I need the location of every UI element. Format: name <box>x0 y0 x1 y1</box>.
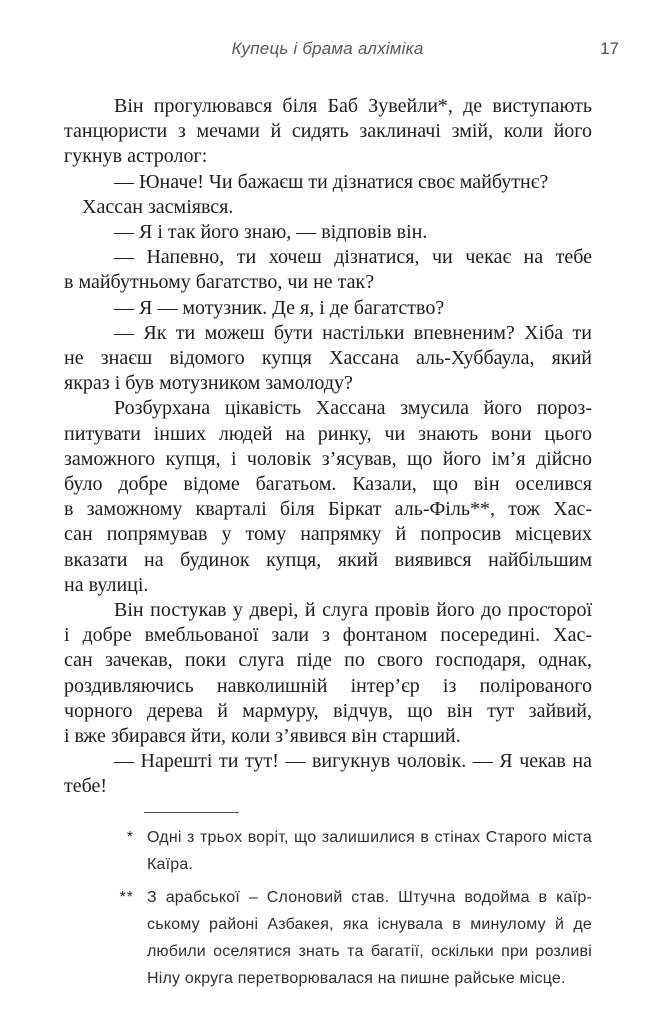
body-line: і добре вмебльованої зали з фонтаном посередині. Хас- <box>64 624 592 647</box>
paragraph <box>64 296 592 321</box>
paragraph <box>64 94 592 170</box>
body-line: в заможному кварталі біля Біркат аль-Філь**, тож Хас- <box>64 498 592 521</box>
body-line: сан попрямував у тому напрямку й попросив місцевих <box>64 523 592 546</box>
footnote-list <box>64 824 592 992</box>
page-number: 17 <box>600 39 619 58</box>
footnote-line: Одні з трьох воріт, що залишилися в стінах Старого міста <box>147 829 592 846</box>
body-line: в майбутньому багатство, чи не так? <box>64 271 375 294</box>
body-line: Розбурхана цікавість Хассана змусила його пороз- <box>114 397 592 420</box>
body-line: — Я — мотузник. Де я, і де багатство? <box>114 296 445 319</box>
paragraph <box>64 749 592 799</box>
body-line: не знаєш відомого купця Хассана аль-Хуббаула, який <box>64 347 592 370</box>
footnote-section <box>64 804 592 998</box>
body-line: Він прогулювався біля Баб Зувейли*, де виступають <box>114 95 592 117</box>
footnote-line: любили оселятися знать та багатії, оскільки при розливі <box>147 943 592 960</box>
footnote-line: Нілу округа перетворювалася на пишне райське місце. <box>147 970 566 987</box>
footnote-marker: * <box>126 829 134 846</box>
body-line: на вулиці. <box>64 573 149 596</box>
paragraph <box>64 195 592 220</box>
body-line: танцюристи з мечами й сидять заклиначі змій, коли його <box>64 120 592 143</box>
body-line: — Нарешті ти тут! — вигукнув чоловік. — Я чекав на <box>114 750 592 773</box>
body-line: тебе! <box>64 775 108 798</box>
body-line: заможного купця, і чоловік з’ясував, що його ім’я дійсно <box>64 447 592 470</box>
body-line: питувати інших людей на ринку, чи знають вони цього <box>64 422 592 445</box>
paragraph <box>64 170 592 195</box>
paragraph <box>64 598 592 749</box>
footnote <box>64 884 592 992</box>
body-text <box>64 94 592 800</box>
body-line: чорного дерева й мармуру, відчув, що він тут зайвий, <box>64 699 592 722</box>
running-title: Купець і брама алхіміка <box>231 39 424 58</box>
paragraph <box>64 220 592 245</box>
paragraph <box>64 396 592 598</box>
body-line: — Напевно, ти хочеш дізнатися, чи чекає на тебе <box>114 246 592 269</box>
body-line: — Як ти можеш бути настільки впевненим? Хіба ти <box>114 321 592 344</box>
footnote <box>64 824 592 878</box>
body-line: і вже збирався йти, коли з’явився він старший. <box>64 725 461 748</box>
body-line: було добре відоме багатьом. Казали, що він оселився <box>64 473 592 496</box>
body-line: — Юначе! Чи бажаєш ти дізнатися своє майбутнє? <box>114 170 549 193</box>
footnote-text <box>147 824 592 878</box>
body-line: гукнув астролог: <box>64 145 208 168</box>
footnote-line: Каїра. <box>147 856 194 873</box>
paragraph <box>64 321 592 397</box>
paragraph <box>64 245 592 295</box>
footnote-marker: ** <box>119 889 134 906</box>
footnote-text <box>147 884 592 992</box>
body-line: — Я і так його знаю, — відповів він. <box>114 221 428 244</box>
body-line: Він постукав у двері, й слуга провів його до просторої <box>114 599 592 622</box>
body-line: якраз і був мотузником замолоду? <box>64 372 353 395</box>
body-line: Хассан засміявся. <box>82 195 234 218</box>
body-line: роздивляючись навколишній інтер’єр із полірованого <box>64 674 592 697</box>
footnote-line: ському районі Азбакея, яка існувала в минулому й де <box>147 916 592 933</box>
footnote-line: З арабської – Слоновий став. Штучна водойма в каїр- <box>147 889 592 906</box>
body-line: сан зачекав, поки слуга піде по свого господаря, однак, <box>64 649 592 672</box>
body-line: вказати на будинок купця, який виявився найбільшим <box>64 548 592 571</box>
footnote-separator <box>144 812 239 813</box>
